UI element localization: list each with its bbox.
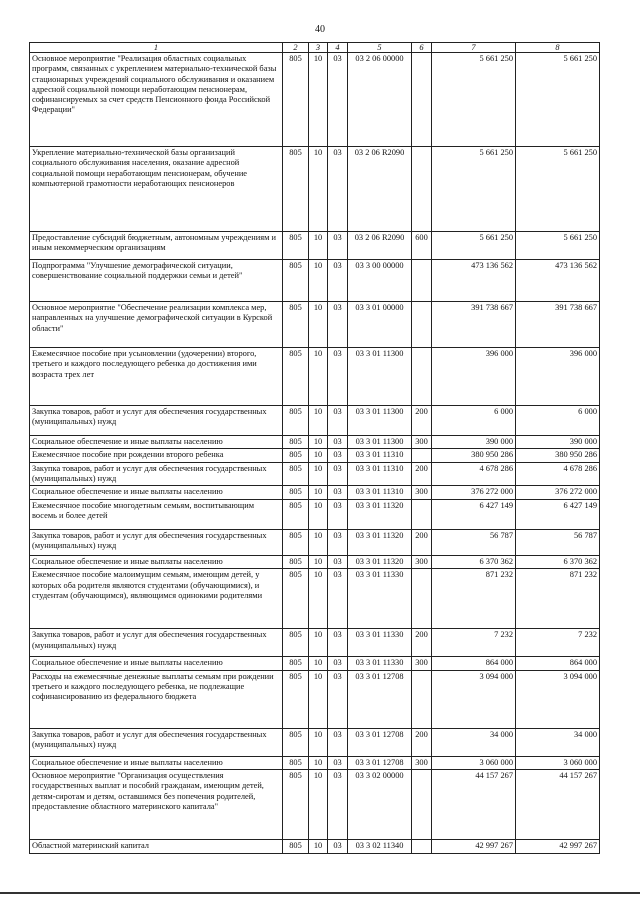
row-sum-2: 3 060 000 — [516, 756, 600, 769]
row-admin-code: 805 — [283, 53, 309, 147]
table-row — [30, 756, 600, 769]
row-name: Социальное обеспечение и иные выплаты населению — [30, 657, 283, 670]
row-expense-type — [412, 348, 432, 406]
row-target-code: 03 3 01 12708 — [348, 728, 412, 756]
row-sum-1: 5 661 250 — [432, 147, 516, 232]
row-admin-code: 805 — [283, 756, 309, 769]
row-sum-1: 5 661 250 — [432, 53, 516, 147]
row-subsection: 03 — [328, 840, 348, 854]
row-admin-code: 805 — [283, 657, 309, 670]
row-section: 10 — [309, 657, 328, 670]
row-target-code: 03 3 01 11300 — [348, 436, 412, 449]
row-subsection: 03 — [328, 486, 348, 500]
row-subsection: 03 — [328, 556, 348, 569]
row-subsection: 03 — [328, 348, 348, 406]
row-subsection: 03 — [328, 629, 348, 657]
row-expense-type: 200 — [412, 728, 432, 756]
row-target-code: 03 3 01 11320 — [348, 500, 412, 530]
row-section: 10 — [309, 500, 328, 530]
header-col-8: 8 — [516, 43, 600, 53]
table-header-row — [30, 43, 600, 53]
row-expense-type: 300 — [412, 436, 432, 449]
row-target-code: 03 3 02 00000 — [348, 770, 412, 840]
row-admin-code: 805 — [283, 147, 309, 232]
row-sum-1: 473 136 562 — [432, 260, 516, 302]
row-name: Закупка товаров, работ и услуг для обеспечения государственных (муниципальных) нужд — [30, 728, 283, 756]
row-admin-code: 805 — [283, 436, 309, 449]
row-subsection: 03 — [328, 728, 348, 756]
row-section: 10 — [309, 232, 328, 260]
row-sum-1: 396 000 — [432, 348, 516, 406]
row-section: 10 — [309, 436, 328, 449]
row-subsection: 03 — [328, 770, 348, 840]
row-sum-1: 864 000 — [432, 657, 516, 670]
row-admin-code: 805 — [283, 770, 309, 840]
table-row — [30, 770, 600, 840]
row-section: 10 — [309, 348, 328, 406]
row-section: 10 — [309, 406, 328, 436]
row-sum-2: 390 000 — [516, 436, 600, 449]
row-expense-type: 600 — [412, 232, 432, 260]
row-section: 10 — [309, 756, 328, 769]
row-sum-1: 56 787 — [432, 530, 516, 556]
row-section: 10 — [309, 840, 328, 854]
row-section: 10 — [309, 147, 328, 232]
row-target-code: 03 3 01 11320 — [348, 556, 412, 569]
table-row — [30, 462, 600, 486]
row-admin-code: 805 — [283, 462, 309, 486]
row-expense-type — [412, 770, 432, 840]
row-expense-type: 300 — [412, 556, 432, 569]
row-target-code: 03 3 01 11310 — [348, 449, 412, 462]
row-sum-1: 390 000 — [432, 436, 516, 449]
row-sum-2: 6 000 — [516, 406, 600, 436]
row-sum-2: 396 000 — [516, 348, 600, 406]
row-subsection: 03 — [328, 260, 348, 302]
table-row — [30, 406, 600, 436]
row-target-code: 03 3 01 12708 — [348, 756, 412, 769]
row-sum-2: 7 232 — [516, 629, 600, 657]
row-target-code: 03 3 01 11310 — [348, 486, 412, 500]
row-subsection: 03 — [328, 530, 348, 556]
row-sum-1: 6 370 362 — [432, 556, 516, 569]
row-section: 10 — [309, 569, 328, 629]
row-admin-code: 805 — [283, 728, 309, 756]
row-sum-2: 871 232 — [516, 569, 600, 629]
table-row — [30, 728, 600, 756]
row-name: Областной материнский капитал — [30, 840, 283, 854]
row-admin-code: 805 — [283, 530, 309, 556]
table-row — [30, 486, 600, 500]
row-sum-1: 7 232 — [432, 629, 516, 657]
row-expense-type: 300 — [412, 486, 432, 500]
row-sum-2: 864 000 — [516, 657, 600, 670]
row-target-code: 03 3 01 11310 — [348, 462, 412, 486]
row-sum-2: 473 136 562 — [516, 260, 600, 302]
row-name: Ежемесячное пособие малоимущим семьям, имеющим детей, у которых оба родителя являются студентами (обучающимися), и студентам (обучающимся), являющимся одинокими родителями — [30, 569, 283, 629]
row-section: 10 — [309, 728, 328, 756]
row-admin-code: 805 — [283, 500, 309, 530]
row-admin-code: 805 — [283, 406, 309, 436]
row-sum-1: 380 950 286 — [432, 449, 516, 462]
row-sum-1: 44 157 267 — [432, 770, 516, 840]
row-admin-code: 805 — [283, 556, 309, 569]
page-number: 40 — [315, 24, 325, 35]
table-row — [30, 530, 600, 556]
row-expense-type — [412, 260, 432, 302]
row-admin-code: 805 — [283, 670, 309, 728]
row-sum-1: 391 738 667 — [432, 302, 516, 348]
row-target-code: 03 3 01 00000 — [348, 302, 412, 348]
row-name: Основное мероприятие "Обеспечение реализации комплекса мер, направленных на улучшение демографической ситуации в Курской области" — [30, 302, 283, 348]
row-name: Социальное обеспечение и иные выплаты населению — [30, 486, 283, 500]
row-sum-2: 42 997 267 — [516, 840, 600, 854]
row-target-code: 03 3 01 11330 — [348, 657, 412, 670]
row-target-code: 03 3 01 12708 — [348, 670, 412, 728]
row-sum-1: 871 232 — [432, 569, 516, 629]
row-target-code: 03 3 02 11340 — [348, 840, 412, 854]
row-subsection: 03 — [328, 147, 348, 232]
row-subsection: 03 — [328, 302, 348, 348]
row-sum-2: 3 094 000 — [516, 670, 600, 728]
header-col-4: 4 — [328, 43, 348, 53]
table-row — [30, 569, 600, 629]
row-subsection: 03 — [328, 756, 348, 769]
row-name: Укрепление материально-технической базы организаций социального обслуживания населения, оказание адресной социальной помощи неработающим пенсионерам, обучение компьютерной грамотности неработающих пенсионеров — [30, 147, 283, 232]
row-subsection: 03 — [328, 462, 348, 486]
row-admin-code: 805 — [283, 232, 309, 260]
row-name: Социальное обеспечение и иные выплаты населению — [30, 556, 283, 569]
row-expense-type — [412, 147, 432, 232]
row-section: 10 — [309, 53, 328, 147]
row-sum-1: 5 661 250 — [432, 232, 516, 260]
row-name: Закупка товаров, работ и услуг для обеспечения государственных (муниципальных) нужд — [30, 462, 283, 486]
row-subsection: 03 — [328, 449, 348, 462]
budget-table — [29, 42, 600, 854]
header-col-2: 2 — [283, 43, 309, 53]
row-subsection: 03 — [328, 53, 348, 147]
row-subsection: 03 — [328, 569, 348, 629]
row-sum-2: 376 272 000 — [516, 486, 600, 500]
row-section: 10 — [309, 260, 328, 302]
row-sum-2: 5 661 250 — [516, 232, 600, 260]
row-sum-1: 376 272 000 — [432, 486, 516, 500]
row-name: Подпрограмма "Улучшение демографической ситуации, совершенствование социальной поддержки семьи и детей" — [30, 260, 283, 302]
row-subsection: 03 — [328, 670, 348, 728]
row-section: 10 — [309, 530, 328, 556]
row-name: Ежемесячное пособие при рождении второго ребенка — [30, 449, 283, 462]
row-expense-type: 300 — [412, 657, 432, 670]
row-admin-code: 805 — [283, 486, 309, 500]
row-expense-type — [412, 449, 432, 462]
row-sum-2: 5 661 250 — [516, 53, 600, 147]
row-admin-code: 805 — [283, 840, 309, 854]
table-row — [30, 449, 600, 462]
row-subsection: 03 — [328, 500, 348, 530]
row-sum-2: 380 950 286 — [516, 449, 600, 462]
row-expense-type — [412, 53, 432, 147]
row-section: 10 — [309, 449, 328, 462]
table-row — [30, 147, 600, 232]
row-target-code: 03 2 06 R2090 — [348, 147, 412, 232]
row-name: Закупка товаров, работ и услуг для обеспечения государственных (муниципальных) нужд — [30, 629, 283, 657]
header-col-6: 6 — [412, 43, 432, 53]
row-subsection: 03 — [328, 232, 348, 260]
table-body — [30, 53, 600, 854]
row-name: Закупка товаров, работ и услуг для обеспечения государственных (муниципальных) нужд — [30, 406, 283, 436]
row-sum-1: 3 094 000 — [432, 670, 516, 728]
header-col-3: 3 — [309, 43, 328, 53]
row-section: 10 — [309, 770, 328, 840]
header-col-1: 1 — [30, 43, 283, 53]
row-sum-1: 6 427 149 — [432, 500, 516, 530]
row-admin-code: 805 — [283, 569, 309, 629]
row-name: Ежемесячное пособие многодетным семьям, воспитывающим восемь и более детей — [30, 500, 283, 530]
row-section: 10 — [309, 302, 328, 348]
row-section: 10 — [309, 486, 328, 500]
row-name: Основное мероприятие "Реализация областных социальных программ, связанных с укреплением материально-технической базы стационарных учреждений социального обслуживания и оказанием адресной социальной помощи неработающим пенсионерам, софинансируемых за счет средств Пенсионного фонда Российской Федерации" — [30, 53, 283, 147]
table-row — [30, 436, 600, 449]
row-sum-2: 5 661 250 — [516, 147, 600, 232]
row-expense-type — [412, 500, 432, 530]
bottom-rule — [0, 892, 640, 894]
row-target-code: 03 3 01 11330 — [348, 629, 412, 657]
row-expense-type: 300 — [412, 756, 432, 769]
row-admin-code: 805 — [283, 302, 309, 348]
row-target-code: 03 3 00 00000 — [348, 260, 412, 302]
row-expense-type: 200 — [412, 406, 432, 436]
row-name: Социальное обеспечение и иные выплаты населению — [30, 436, 283, 449]
row-sum-2: 6 370 362 — [516, 556, 600, 569]
row-target-code: 03 2 06 00000 — [348, 53, 412, 147]
table-row — [30, 348, 600, 406]
table-row — [30, 657, 600, 670]
row-section: 10 — [309, 462, 328, 486]
row-target-code: 03 3 01 11320 — [348, 530, 412, 556]
row-sum-2: 44 157 267 — [516, 770, 600, 840]
row-admin-code: 805 — [283, 629, 309, 657]
row-section: 10 — [309, 556, 328, 569]
row-name: Расходы на ежемесячные денежные выплаты семьям при рождении третьего и каждого последующего ребенка, не подлежащие софинансированию из федерального бюджета — [30, 670, 283, 728]
row-sum-1: 42 997 267 — [432, 840, 516, 854]
row-sum-2: 391 738 667 — [516, 302, 600, 348]
row-sum-1: 34 000 — [432, 728, 516, 756]
row-target-code: 03 2 06 R2090 — [348, 232, 412, 260]
row-name: Закупка товаров, работ и услуг для обеспечения государственных (муниципальных) нужд — [30, 530, 283, 556]
row-target-code: 03 3 01 11300 — [348, 348, 412, 406]
row-sum-2: 4 678 286 — [516, 462, 600, 486]
row-target-code: 03 3 01 11300 — [348, 406, 412, 436]
row-sum-2: 56 787 — [516, 530, 600, 556]
row-expense-type: 200 — [412, 462, 432, 486]
row-admin-code: 805 — [283, 449, 309, 462]
table-row — [30, 302, 600, 348]
row-expense-type — [412, 840, 432, 854]
row-subsection: 03 — [328, 436, 348, 449]
table-row — [30, 260, 600, 302]
row-section: 10 — [309, 670, 328, 728]
row-name: Социальное обеспечение и иные выплаты населению — [30, 756, 283, 769]
table-row — [30, 670, 600, 728]
row-admin-code: 805 — [283, 260, 309, 302]
row-subsection: 03 — [328, 657, 348, 670]
row-sum-2: 34 000 — [516, 728, 600, 756]
row-sum-1: 3 060 000 — [432, 756, 516, 769]
row-subsection: 03 — [328, 406, 348, 436]
row-expense-type: 200 — [412, 629, 432, 657]
header-col-7: 7 — [432, 43, 516, 53]
row-sum-2: 6 427 149 — [516, 500, 600, 530]
table-row — [30, 556, 600, 569]
row-name: Основное мероприятие "Организация осуществления государственных выплат и пособий гражданам, имеющим детей, детям-сиротам и детям, оставшимся без попечения родителей, предоставление областного материнского капитала" — [30, 770, 283, 840]
table-row — [30, 232, 600, 260]
table-row — [30, 500, 600, 530]
table-row — [30, 53, 600, 147]
table-row — [30, 840, 600, 854]
row-expense-type: 200 — [412, 530, 432, 556]
header-col-5: 5 — [348, 43, 412, 53]
row-expense-type — [412, 569, 432, 629]
table-row — [30, 629, 600, 657]
row-name: Предоставление субсидий бюджетным, автономным учреждениям и иным некоммерческим организациям — [30, 232, 283, 260]
row-expense-type — [412, 670, 432, 728]
row-sum-1: 4 678 286 — [432, 462, 516, 486]
row-target-code: 03 3 01 11330 — [348, 569, 412, 629]
row-section: 10 — [309, 629, 328, 657]
row-admin-code: 805 — [283, 348, 309, 406]
row-sum-1: 6 000 — [432, 406, 516, 436]
row-expense-type — [412, 302, 432, 348]
row-name: Ежемесячное пособие при усыновлении (удочерении) второго, третьего и каждого последующего ребенка до достижения ими возраста трех лет — [30, 348, 283, 406]
